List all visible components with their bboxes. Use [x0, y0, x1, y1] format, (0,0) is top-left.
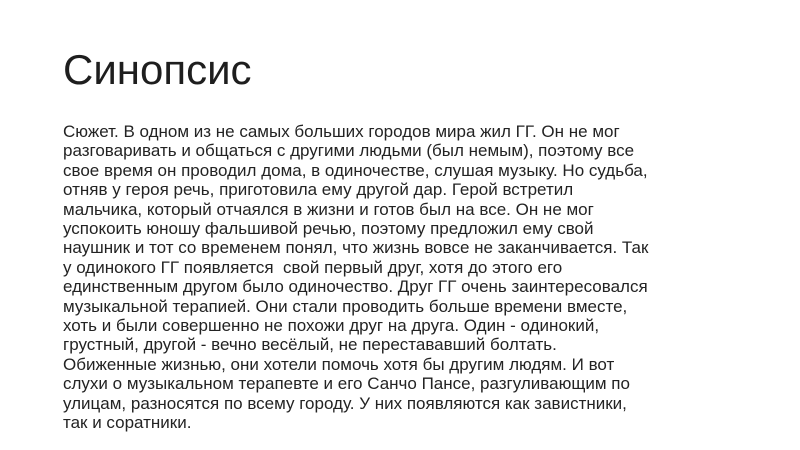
body-text-line: слухи о музыкальном терапевте и его Санчо Пансе, разгуливающим по — [63, 374, 630, 394]
body-text-line: у одинокого ГГ появляется свой первый друг, хотя до этого его — [63, 257, 563, 277]
body-text-line: Сюжет. В одном из не самых больших городов мира жил ГГ. Он не мог — [63, 122, 620, 141]
slide-body — [63, 122, 763, 433]
body-text-line: единственным другом было одиночество. Друг ГГ очень заинтересовался — [63, 277, 648, 297]
body-text-line: отняв у героя речь, приготовила ему другой дар. Герой встретил — [63, 180, 574, 200]
slide-title: Синопсис — [63, 46, 252, 93]
body-text-line: мальчика, который отчаялся в жизни и готов был на все. Он не мог — [63, 199, 594, 219]
body-text-line: улицам, разносятся по всему городу. У них появляются как завистники, — [63, 393, 627, 413]
body-text-line: так и соратники. — [63, 413, 192, 433]
body-text-line: хоть и были совершенно не похожи друг на друга. Один - одинокий, — [63, 316, 600, 336]
body-text-line: грустный, другой - вечно весёлый, не перестававший болтать. — [63, 335, 557, 355]
body-text-line: разговаривать и общаться с другими людьми (был немым), поэтому все — [63, 141, 635, 161]
body-text-line: Обиженные жизнью, они хотели помочь хотя бы другим людям. И вот — [63, 354, 615, 374]
body-text-line: успокоить юношу фальшивой речью, поэтому предложил ему свой — [63, 219, 594, 239]
body-text-line: наушник и тот со временем понял, что жизнь вовсе не заканчивается. Так — [63, 238, 649, 258]
body-text-line: музыкальной терапией. Они стали проводить больше времени вместе, — [63, 296, 628, 316]
body-text-line: свое время он проводил дома, в одиночестве, слушая музыку. Но судьба, — [63, 160, 648, 180]
